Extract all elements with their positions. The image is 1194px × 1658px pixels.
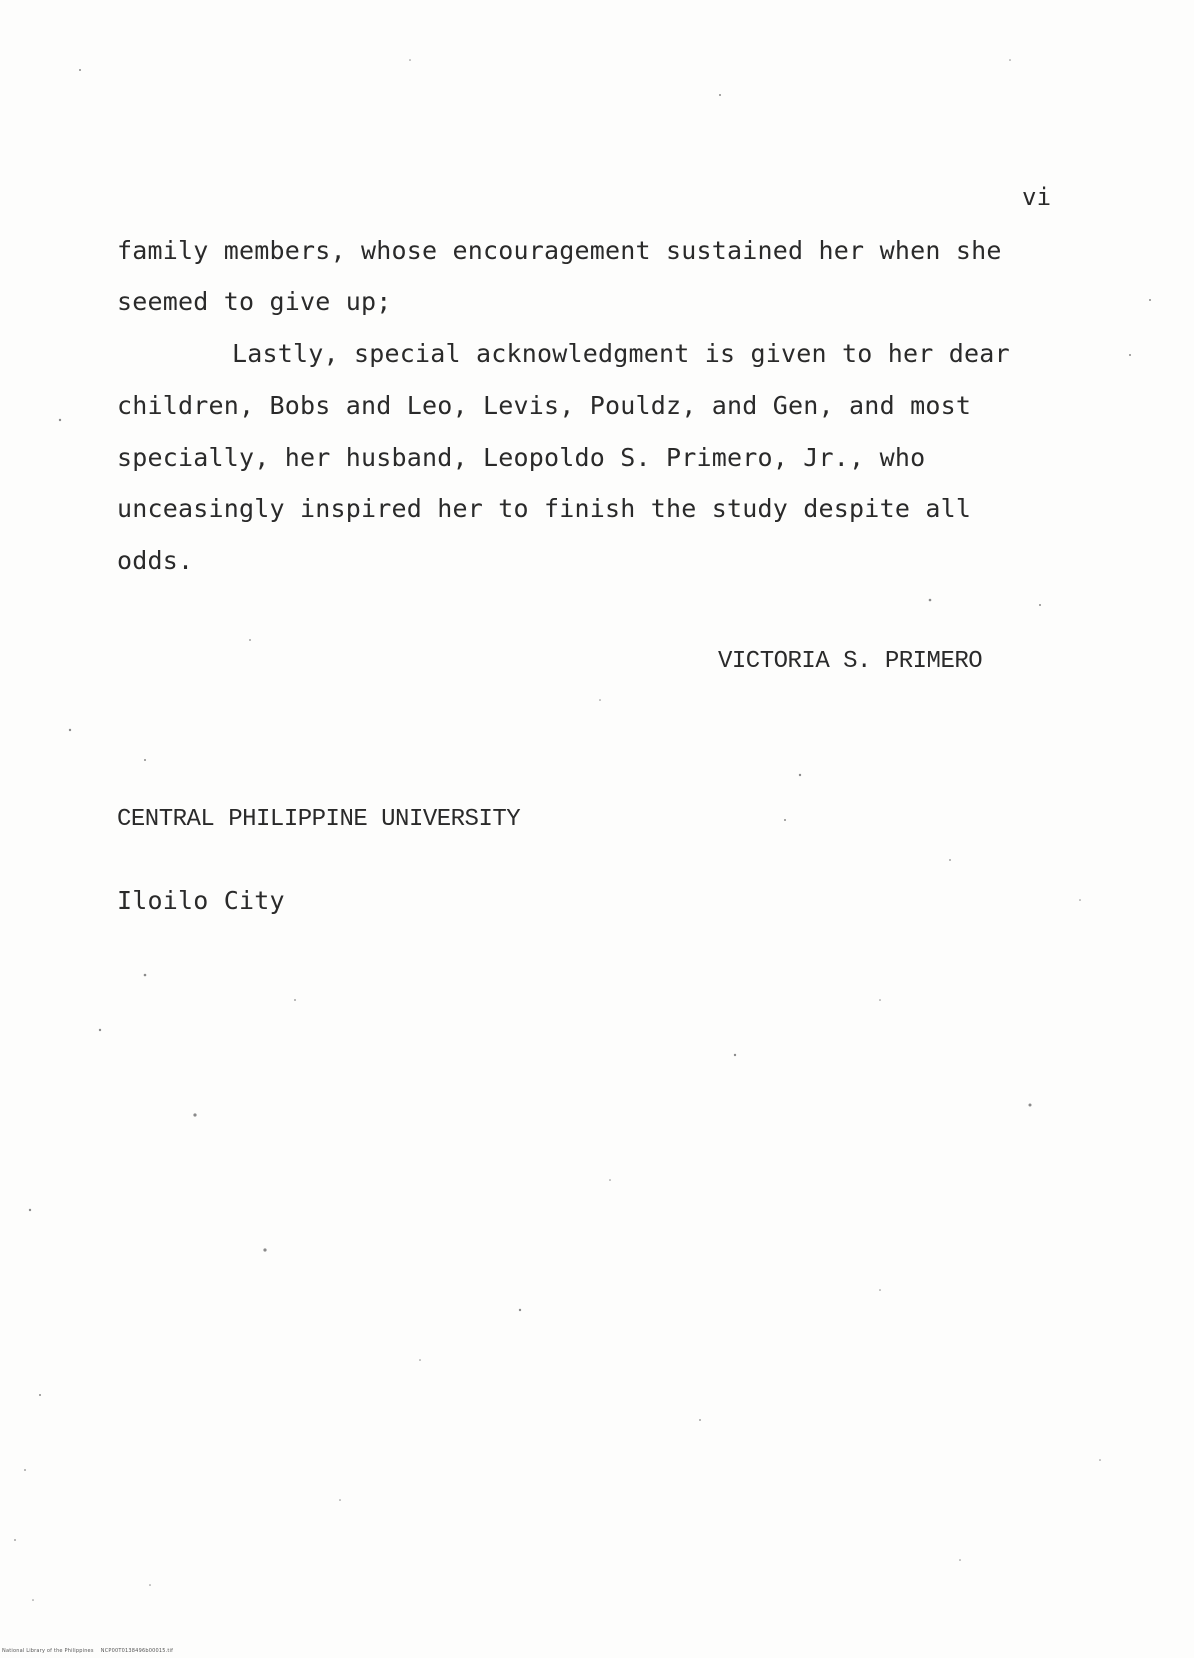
paragraph-2-line-3: specially, her husband, Leopoldo S. Primero, Jr., who <box>117 443 926 472</box>
author-signature-name: VICTORIA S. PRIMERO <box>718 648 983 675</box>
page-number: vi <box>1022 183 1052 211</box>
paragraph-2-line-1: Lastly, special acknowledgment is given to her dear <box>232 339 1010 368</box>
scan-footer: National Library of the Philippines NCP00T0138496b00015.tif <box>2 1648 174 1654</box>
paragraph-2-line-2: children, Bobs and Leo, Levis, Pouldz, and Gen, and most <box>117 391 972 420</box>
paragraph-2-line-5: odds. <box>117 546 194 575</box>
paragraph-1-line-1: family members, whose encouragement sustained her when she <box>117 236 1002 265</box>
paragraph-2-line-4: unceasingly inspired her to finish the study despite all <box>117 494 972 523</box>
paragraph-1-line-2: seemed to give up; <box>117 287 392 316</box>
institution-name: CENTRAL PHILIPPINE UNIVERSITY <box>117 806 521 833</box>
institution-city: Iloilo City <box>117 886 285 915</box>
